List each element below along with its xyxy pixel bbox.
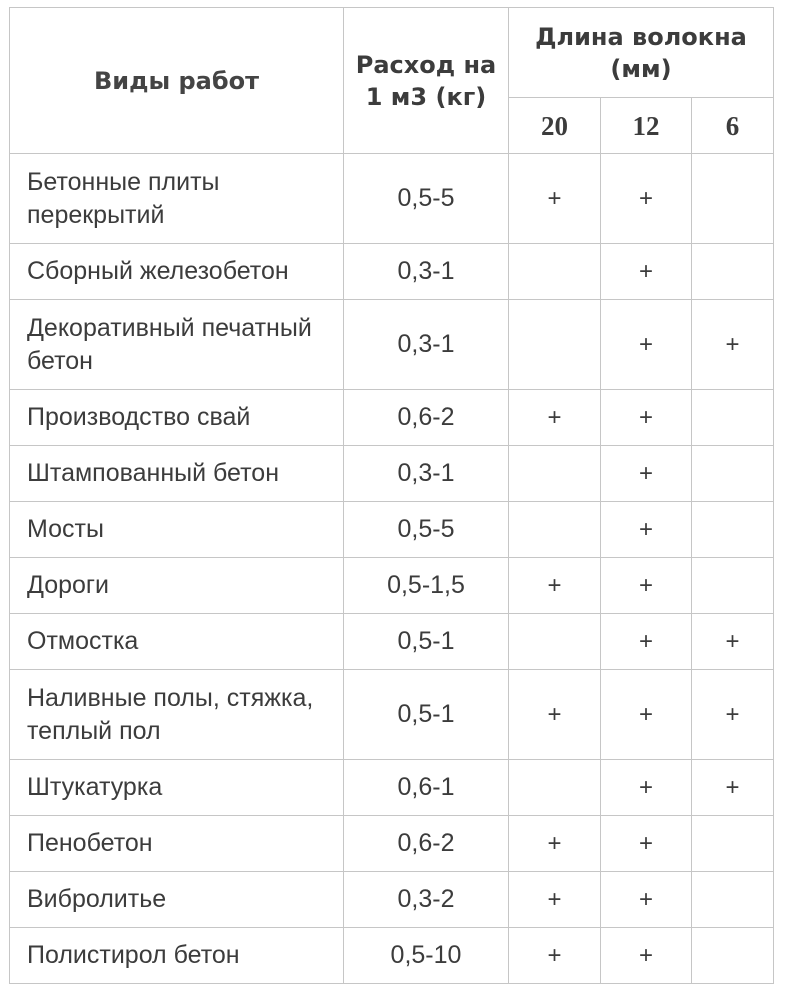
length-6-mark: +: [692, 614, 774, 670]
length-12-mark: +: [601, 760, 692, 816]
work-type-cell: Пенобетон: [10, 816, 344, 872]
length-20-mark: +: [509, 816, 601, 872]
rate-cell: 0,3-1: [344, 244, 509, 300]
table-row: [10, 760, 774, 816]
work-type-cell: Бетонные плиты перекрытий: [10, 154, 344, 244]
rate-cell: 0,5-5: [344, 154, 509, 244]
length-6-header: 6: [692, 98, 774, 154]
work-type-cell: Штампованный бетон: [10, 446, 344, 502]
length-12-mark: +: [601, 390, 692, 446]
length-6-mark: [692, 816, 774, 872]
length-6-mark: [692, 502, 774, 558]
length-6-mark: +: [692, 670, 774, 760]
length-20-mark: +: [509, 928, 601, 984]
rate-cell: 0,3-1: [344, 446, 509, 502]
table-row: [10, 244, 774, 300]
length-20-mark: [509, 760, 601, 816]
length-12-mark: +: [601, 244, 692, 300]
rate-cell: 0,3-2: [344, 872, 509, 928]
length-6-mark: [692, 446, 774, 502]
rate-cell: 0,6-1: [344, 760, 509, 816]
rate-cell: 0,6-2: [344, 816, 509, 872]
length-20-mark: [509, 446, 601, 502]
rate-header: Расход на 1 м3 (кг): [344, 8, 509, 154]
work-type-cell: Производство свай: [10, 390, 344, 446]
length-20-mark: +: [509, 390, 601, 446]
length-20-mark: [509, 244, 601, 300]
work-type-cell: Штукатурка: [10, 760, 344, 816]
length-6-mark: [692, 872, 774, 928]
length-6-mark: [692, 244, 774, 300]
length-12-mark: +: [601, 558, 692, 614]
table-row: [10, 614, 774, 670]
rate-cell: 0,5-5: [344, 502, 509, 558]
length-20-header: 20: [509, 98, 601, 154]
rate-cell: 0,5-1: [344, 670, 509, 760]
fiber-usage-table: [9, 7, 774, 984]
work-type-header: Виды работ: [10, 8, 344, 154]
table-row: [10, 872, 774, 928]
table-row: [10, 502, 774, 558]
length-20-mark: +: [509, 670, 601, 760]
rate-cell: 0,5-1: [344, 614, 509, 670]
length-12-mark: +: [601, 670, 692, 760]
work-type-cell: Полистирол бетон: [10, 928, 344, 984]
length-20-mark: [509, 300, 601, 390]
work-type-cell: Дороги: [10, 558, 344, 614]
table-row: [10, 154, 774, 244]
length-12-mark: +: [601, 446, 692, 502]
length-12-mark: +: [601, 928, 692, 984]
length-20-mark: [509, 614, 601, 670]
length-12-mark: +: [601, 816, 692, 872]
length-6-mark: [692, 154, 774, 244]
length-20-mark: +: [509, 872, 601, 928]
work-type-cell: Сборный железобетон: [10, 244, 344, 300]
rate-cell: 0,3-1: [344, 300, 509, 390]
length-6-mark: [692, 928, 774, 984]
rate-cell: 0,6-2: [344, 390, 509, 446]
table-body: [10, 154, 774, 984]
length-6-mark: +: [692, 760, 774, 816]
table-row: [10, 558, 774, 614]
fiber-table-container: [9, 7, 774, 984]
length-6-mark: [692, 390, 774, 446]
length-20-mark: +: [509, 558, 601, 614]
rate-cell: 0,5-10: [344, 928, 509, 984]
table-row: [10, 390, 774, 446]
table-row: [10, 670, 774, 760]
rate-cell: 0,5-1,5: [344, 558, 509, 614]
length-12-mark: +: [601, 502, 692, 558]
fiber-length-header: Длина волокна (мм): [509, 8, 774, 98]
table-row: [10, 928, 774, 984]
length-6-mark: [692, 558, 774, 614]
work-type-cell: Мосты: [10, 502, 344, 558]
table-row: [10, 446, 774, 502]
length-6-mark: +: [692, 300, 774, 390]
work-type-cell: Вибролитье: [10, 872, 344, 928]
length-12-mark: +: [601, 872, 692, 928]
length-12-mark: +: [601, 154, 692, 244]
work-type-cell: Наливные полы, стяжка, теплый пол: [10, 670, 344, 760]
length-20-mark: [509, 502, 601, 558]
header-row-top: [10, 8, 774, 98]
work-type-cell: Декоративный печатный бетон: [10, 300, 344, 390]
length-12-mark: +: [601, 300, 692, 390]
length-12-header: 12: [601, 98, 692, 154]
table-row: [10, 816, 774, 872]
length-12-mark: +: [601, 614, 692, 670]
work-type-cell: Отмостка: [10, 614, 344, 670]
length-20-mark: +: [509, 154, 601, 244]
table-row: [10, 300, 774, 390]
